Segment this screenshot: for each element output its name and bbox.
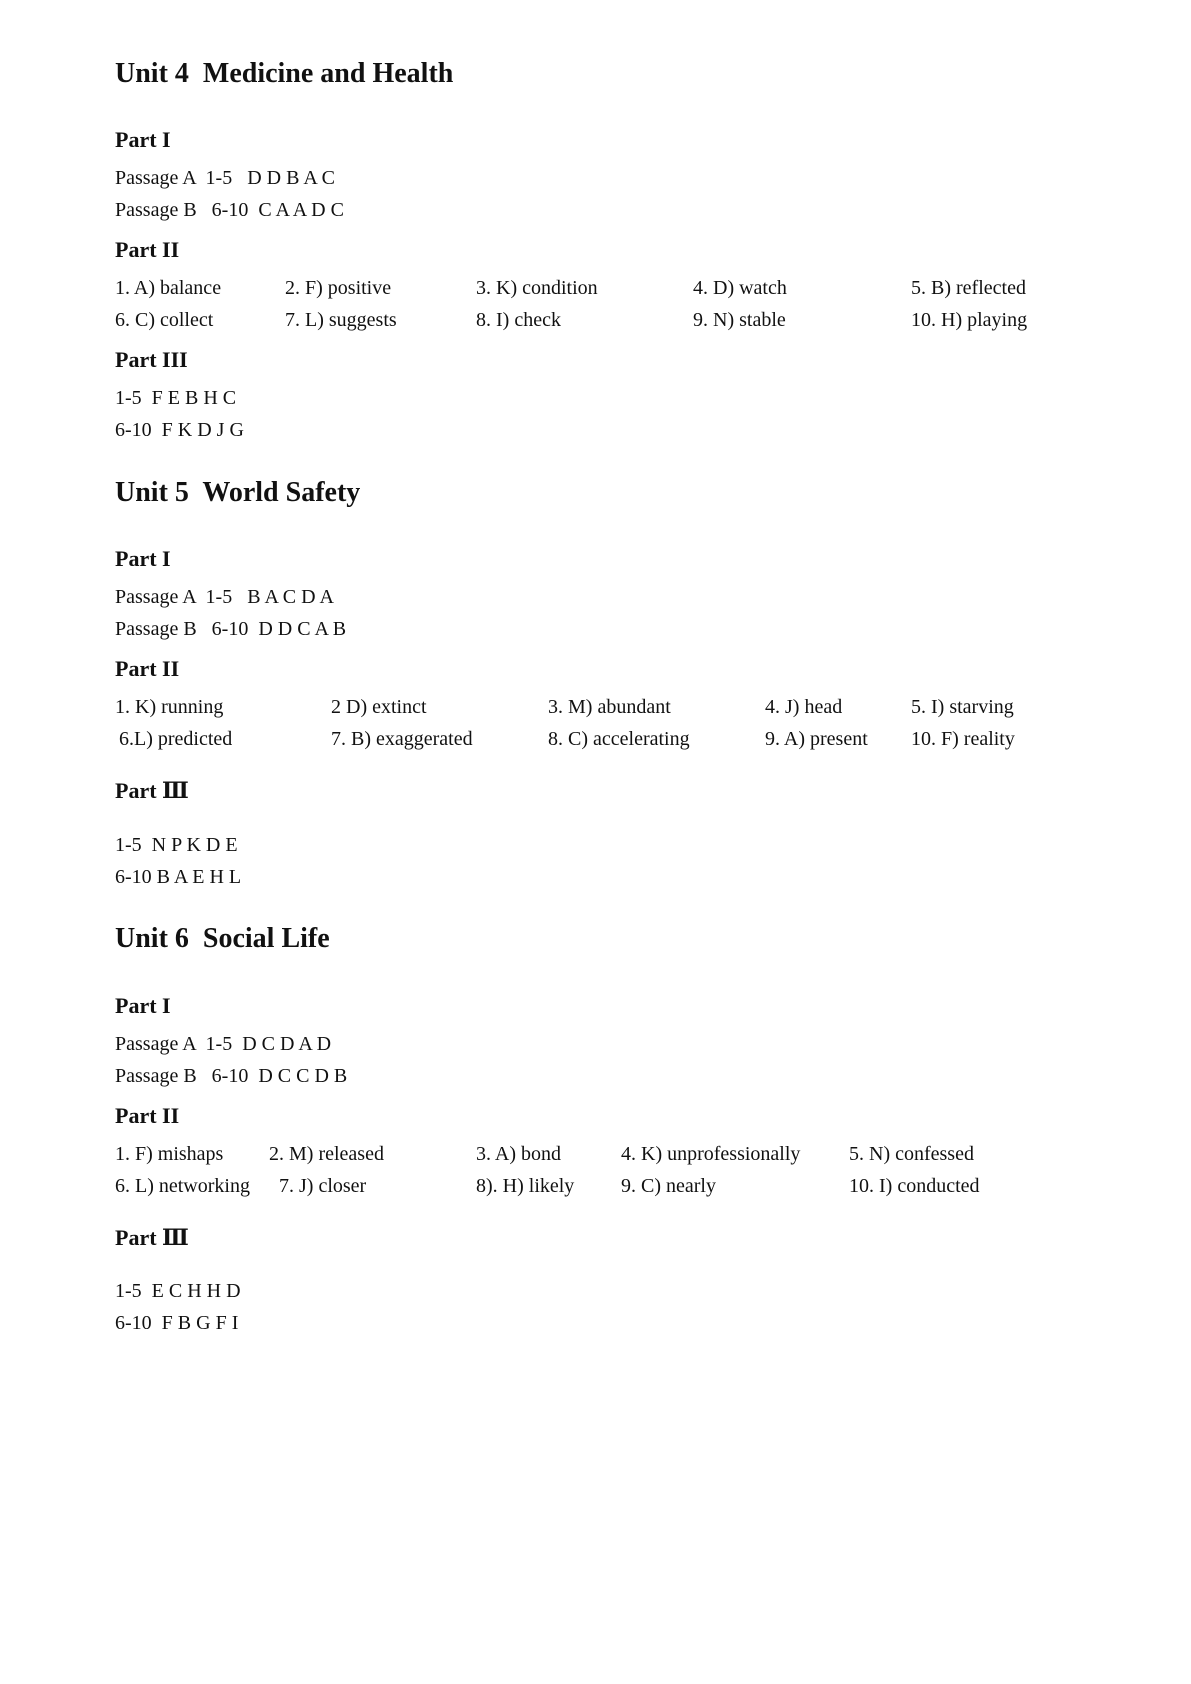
unit-5-answer-7: 7. B) exaggerated bbox=[331, 728, 473, 750]
unit-6-answer-10: 10. I) conducted bbox=[849, 1175, 980, 1197]
unit-4-answer-1: 1. A) balance bbox=[115, 277, 222, 299]
unit-6-answer-3: 3. A) bond bbox=[476, 1143, 561, 1165]
unit-5-title: Unit 5 World Safety bbox=[115, 477, 361, 508]
unit-4-part-3-line-1: 1-5 F E B H C bbox=[115, 387, 237, 409]
unit-4-answer-3: 3. K) condition bbox=[476, 277, 598, 299]
unit-5-answer-1: 1. K) running bbox=[115, 696, 224, 718]
unit-6-answer-9: 9. C) nearly bbox=[621, 1175, 716, 1197]
unit-6-part-3-heading: Part Ⅲ bbox=[115, 1225, 189, 1250]
unit-5-part-3-heading: Part Ⅲ bbox=[115, 778, 189, 803]
unit-5-answer-5: 5. I) starving bbox=[911, 696, 1014, 718]
unit-5-part-1-heading: Part I bbox=[115, 546, 171, 571]
unit-4-answer-5: 5. B) reflected bbox=[911, 277, 1026, 299]
unit-4-part-1-heading: Part I bbox=[115, 127, 171, 152]
unit-5-answer-2: 2 D) extinct bbox=[331, 696, 427, 718]
unit-4-title: Unit 4 Medicine and Health bbox=[115, 58, 454, 89]
unit-4-answer-6: 6. C) collect bbox=[115, 309, 214, 331]
unit-5-part-3-line-1: 1-5 N P K D E bbox=[115, 834, 238, 856]
unit-6-answer-6: 6. L) networking bbox=[115, 1175, 250, 1197]
unit-4-part-3-line-2: 6-10 F K D J G bbox=[115, 419, 244, 441]
unit-4-part-3-heading: Part III bbox=[115, 347, 188, 372]
unit-6-answer-7: 7. J) closer bbox=[279, 1175, 367, 1197]
unit-6-answer-2: 2. M) released bbox=[269, 1143, 384, 1165]
unit-5-passage-a: Passage A 1-5 B A C D A bbox=[115, 586, 334, 608]
unit-5-passage-b: Passage B 6-10 D D C A B bbox=[115, 618, 347, 640]
unit-6-passage-b: Passage B 6-10 D C C D B bbox=[115, 1065, 348, 1087]
unit-6-part-3-line-1: 1-5 E C H H D bbox=[115, 1280, 241, 1302]
unit-6-passage-a: Passage A 1-5 D C D A D bbox=[115, 1033, 332, 1055]
unit-6-answer-8: 8). H) likely bbox=[476, 1175, 575, 1197]
unit-4-answer-4: 4. D) watch bbox=[693, 277, 787, 299]
unit-5-answer-6: 6.L) predicted bbox=[119, 728, 233, 750]
unit-6-title: Unit 6 Social Life bbox=[115, 923, 330, 954]
unit-4-answer-9: 9. N) stable bbox=[693, 309, 786, 331]
unit-4-answer-8: 8. I) check bbox=[476, 309, 561, 331]
unit-6-answer-4: 4. K) unprofessionally bbox=[621, 1143, 801, 1165]
unit-4-answer-10: 10. H) playing bbox=[911, 309, 1028, 331]
unit-5-part-2-heading: Part II bbox=[115, 656, 180, 681]
unit-4-part-2-heading: Part II bbox=[115, 237, 180, 262]
unit-5-answer-3: 3. M) abundant bbox=[548, 696, 671, 718]
unit-5-answer-4: 4. J) head bbox=[765, 696, 843, 718]
unit-4-answer-7: 7. L) suggests bbox=[285, 309, 397, 331]
unit-4-answer-2: 2. F) positive bbox=[285, 277, 392, 299]
unit-6-part-1-heading: Part I bbox=[115, 993, 171, 1018]
unit-6-part-3-line-2: 6-10 F B G F I bbox=[115, 1312, 239, 1334]
unit-4-passage-a: Passage A 1-5 D D B A C bbox=[115, 167, 336, 189]
unit-5-answer-10: 10. F) reality bbox=[911, 728, 1015, 750]
unit-5-part-3-line-2: 6-10 B A E H L bbox=[115, 866, 242, 888]
unit-4-passage-b: Passage B 6-10 C A A D C bbox=[115, 199, 344, 221]
unit-6-answer-1: 1. F) mishaps bbox=[115, 1143, 224, 1165]
unit-5-answer-9: 9. A) present bbox=[765, 728, 868, 750]
unit-6-part-2-heading: Part II bbox=[115, 1103, 180, 1128]
unit-5-answer-8: 8. C) accelerating bbox=[548, 728, 690, 750]
unit-6-answer-5: 5. N) confessed bbox=[849, 1143, 974, 1165]
